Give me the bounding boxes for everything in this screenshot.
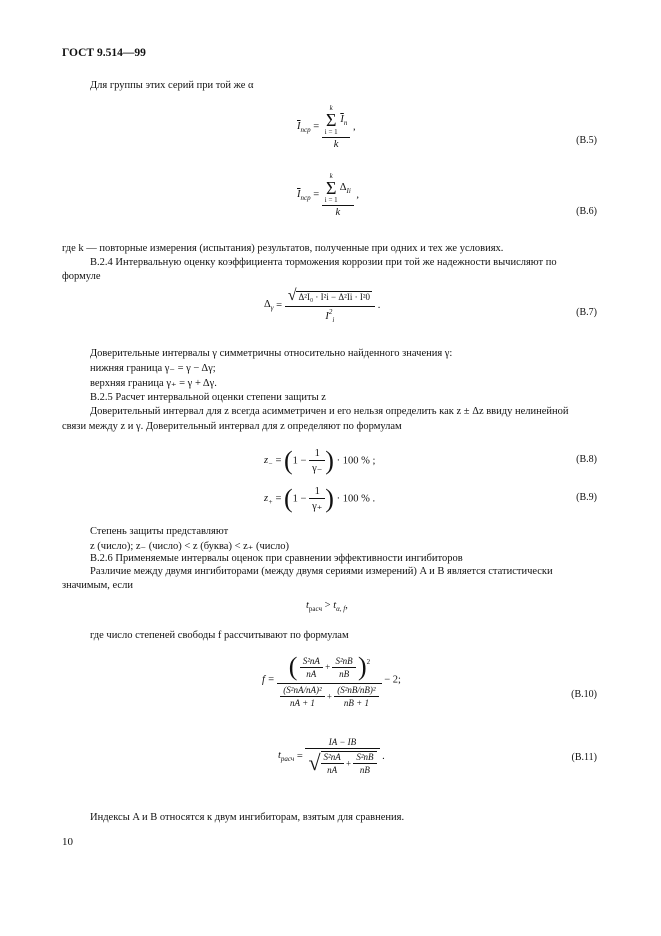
- page-number: 10: [62, 836, 73, 848]
- eq-b8-number: (B.8): [576, 454, 597, 465]
- text-degree: Степень защиты представляют: [90, 526, 229, 537]
- text-k-definition: где k — повторные измерения (испытания) результатов, полученные при одних и тех же условиях.: [62, 243, 504, 254]
- text-z-values: z (число); z₋ (число) < z (буква) < z₊ (число): [90, 541, 290, 552]
- intro-text: Для группы этих серий при той же α: [90, 80, 254, 91]
- equation-b7: $\Delta_\gamma$ = $\frac{\text{√ Δ²I₀ · I²i − Δ²Ii · I²0}}{I^2_i}$ .: [264, 287, 381, 324]
- text-asym-1: Доверительный интервал для z всегда асимметричен и его нельзя определить как z ± Δz ввиду нелинейной: [90, 406, 569, 417]
- equation-b8: $z_- = (1$ − $\frac{1}{\gamma_-}$ ) · 100 % ;: [264, 446, 376, 475]
- eq-b6-number: (B.6): [576, 206, 597, 217]
- eq-b5-number: (B.5): [576, 135, 597, 146]
- text-asym-2: связи между z и γ. Доверительный интервал для z определяют по формулам: [62, 421, 402, 432]
- equation-b9: $z_+ = (1$ − $\frac{1}{\gamma_+}$ ) · 100 % .: [264, 484, 376, 513]
- text-upper-bound: верхняя граница γ₊ = γ + Δγ.: [90, 378, 217, 389]
- text-dof: где число степеней свободы f рассчитывают по формулам: [90, 630, 349, 641]
- text-b24: B.2.4 Интервальную оценку коэффициента торможения коррозии при той же надежности вычисляют по: [90, 257, 557, 268]
- text-b26: B.2.6 Применяемые интервалы оценок при сравнении эффективности ингибиторов: [90, 553, 463, 564]
- eq-b11-number: (B.11): [571, 752, 597, 763]
- equation-b5: $\overline{I}_{nср}$ = k Σ i = 1 $\overline{I}_n$ k ,: [297, 104, 356, 150]
- eq-b5-lhs: $\overline{I}$: [297, 120, 301, 132]
- eq-b7-number: (B.7): [576, 307, 597, 318]
- eq-b9-number: (B.9): [576, 492, 597, 503]
- text-b25: B.2.5 Расчет интервальной оценки степени защиты z: [90, 392, 326, 403]
- document-header: ГОСТ 9.514—99: [62, 47, 146, 59]
- equation-b10: f = ( $\frac{\text{S²nA}}{nA}$ + $\frac{\text{S²nB}}{nB}$ )$^2$ $\frac{\text{(S²nA/nA)²}}{nA + 1}$ + $\frac{\text{(S²nB/nB)²}}{nB + 1}$ − 2;: [262, 652, 401, 708]
- eq-b10-number: (B.10): [571, 689, 597, 700]
- text-lower-bound: нижняя граница γ₋ = γ − Δγ;: [90, 363, 216, 374]
- text-indices: Индексы A и B относятся к двум ингибиторам, взятым для сравнения.: [90, 812, 405, 823]
- equation-b11: $t_{расч}$ = IA − IB √ $\frac{\text{S²nA}}{nA}$ + $\frac{\text{S²nB}}{nB}$ .: [278, 737, 385, 775]
- text-formula: формуле: [62, 271, 101, 282]
- equation-t-criterion: $t_{расч} > t_{\alpha, f}$,: [306, 600, 348, 613]
- text-symmetric: Доверительные интервалы γ симметричны относительно найденного значения γ:: [90, 348, 453, 359]
- equation-b6: $\overline{I}_{nср}$ = k Σ i = 1 $\Delta_{Ii}$ k ,: [297, 172, 360, 218]
- text-significant-1: Различие между двумя ингибиторами (между двумя сериями измерений) A и B является статистически: [90, 566, 553, 577]
- text-significant-2: значимым, если: [62, 580, 133, 591]
